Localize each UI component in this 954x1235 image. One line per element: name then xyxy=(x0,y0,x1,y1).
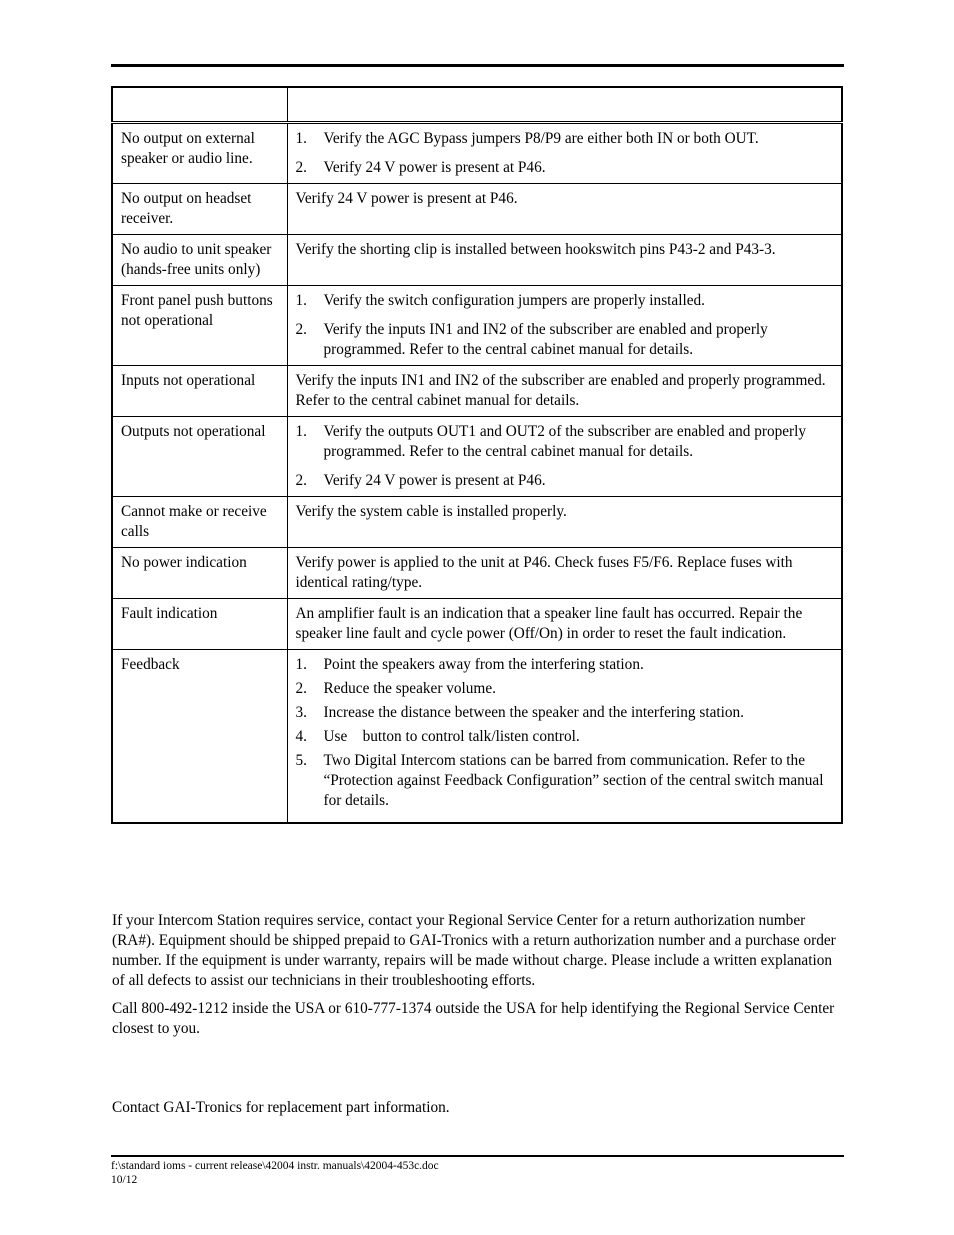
step: 1. Verify the AGC Bypass jumpers P8/P9 are either both IN or both OUT. xyxy=(295,130,759,147)
table-row xyxy=(112,417,842,497)
problem-cell: No output on external speaker or audio line. xyxy=(112,123,287,184)
step: 1. Point the speakers away from the interfering station. xyxy=(295,656,644,673)
table-header-row xyxy=(112,87,842,123)
step: 2. Reduce the speaker volume. xyxy=(295,680,496,697)
footer-date: 10/12 xyxy=(111,1174,138,1186)
step: 1. Verify the switch configuration jumpers are properly installed. xyxy=(295,292,705,309)
solution-cell xyxy=(287,286,842,366)
table-row xyxy=(112,548,842,599)
solution-cell: Verify the shorting clip is installed between hookswitch pins P43-2 and P43-3. xyxy=(287,235,842,286)
problem-cell: Front panel push buttons not operational xyxy=(112,286,287,366)
solution-cell: Verify 24 V power is present at P46. xyxy=(287,184,842,235)
solution-cell: An amplifier fault is an indication that a speaker line fault has occurred. Repair the speaker line fault and cycle power (Off/On) in order to reset the fault indication. xyxy=(287,599,842,650)
problem-cell: No output on headset receiver. xyxy=(112,184,287,235)
solution-cell: Verify the system cable is installed properly. xyxy=(287,497,842,548)
troubleshooting-table xyxy=(111,86,843,824)
service-contact-paragraph: Call 800-492-1212 inside the USA or 610-777-1374 outside the USA for help identifying the Regional Service Center closest to you. xyxy=(112,1000,835,1037)
table-row xyxy=(112,286,842,366)
footer-rule xyxy=(111,1155,844,1157)
service-paragraph: If your Intercom Station requires service, contact your Regional Service Center for a return authorization number (RA#). Equipment should be shipped prepaid to GAI-Tronics with a return authorization number and a purchase order number. If the equipment is under warranty, repairs will be made without charge. Please include a written explanation of all defects to assist our technicians in their troubleshooting efforts. xyxy=(112,912,836,989)
step: 3. Increase the distance between the speaker and the interfering station. xyxy=(295,704,744,721)
step: 5. Two Digital Intercom stations can be barred from communication. Refer to the “Protection against Feedback Configuration” section of the central switch manual for details. xyxy=(295,752,824,809)
step: 4. Use button to control talk/listen control. xyxy=(295,728,580,745)
footer xyxy=(111,1159,439,1187)
header-rule xyxy=(111,64,844,67)
solution-cell xyxy=(287,417,842,497)
step: 2. Verify 24 V power is present at P46. xyxy=(295,472,546,489)
header-cell-problem xyxy=(112,87,287,123)
table-row xyxy=(112,123,842,184)
solution-cell: Verify the inputs IN1 and IN2 of the subscriber are enabled and properly programmed. Refer to the central cabinet manual for details. xyxy=(287,366,842,417)
problem-cell: Feedback xyxy=(112,650,287,824)
problem-cell: Fault indication xyxy=(112,599,287,650)
table-row xyxy=(112,599,842,650)
problem-cell: No power indication xyxy=(112,548,287,599)
problem-cell: Outputs not operational xyxy=(112,417,287,497)
header-cell-solution xyxy=(287,87,842,123)
step: 2. Verify the inputs IN1 and IN2 of the subscriber are enabled and properly programmed. Refer to the central cabinet manual for details. xyxy=(295,321,768,358)
table-row xyxy=(112,235,842,286)
table-row xyxy=(112,497,842,548)
problem-cell: Inputs not operational xyxy=(112,366,287,417)
table-row xyxy=(112,184,842,235)
solution-cell xyxy=(287,650,842,824)
parts-paragraph: Contact GAI-Tronics for replacement part information. xyxy=(112,1099,450,1116)
table-row xyxy=(112,650,842,824)
solution-cell: Verify power is applied to the unit at P46. Check fuses F5/F6. Replace fuses with identical rating/type. xyxy=(287,548,842,599)
problem-cell: Cannot make or receive calls xyxy=(112,497,287,548)
solution-cell xyxy=(287,123,842,184)
footer-file-path: f:\standard ioms - current release\42004 instr. manuals\42004-453c.doc xyxy=(111,1160,439,1172)
problem-cell: No audio to unit speaker (hands-free units only) xyxy=(112,235,287,286)
table-row xyxy=(112,366,842,417)
step: 2. Verify 24 V power is present at P46. xyxy=(295,159,546,176)
step: 1. Verify the outputs OUT1 and OUT2 of the subscriber are enabled and properly programmed. Refer to the central cabinet manual for details. xyxy=(295,423,807,460)
